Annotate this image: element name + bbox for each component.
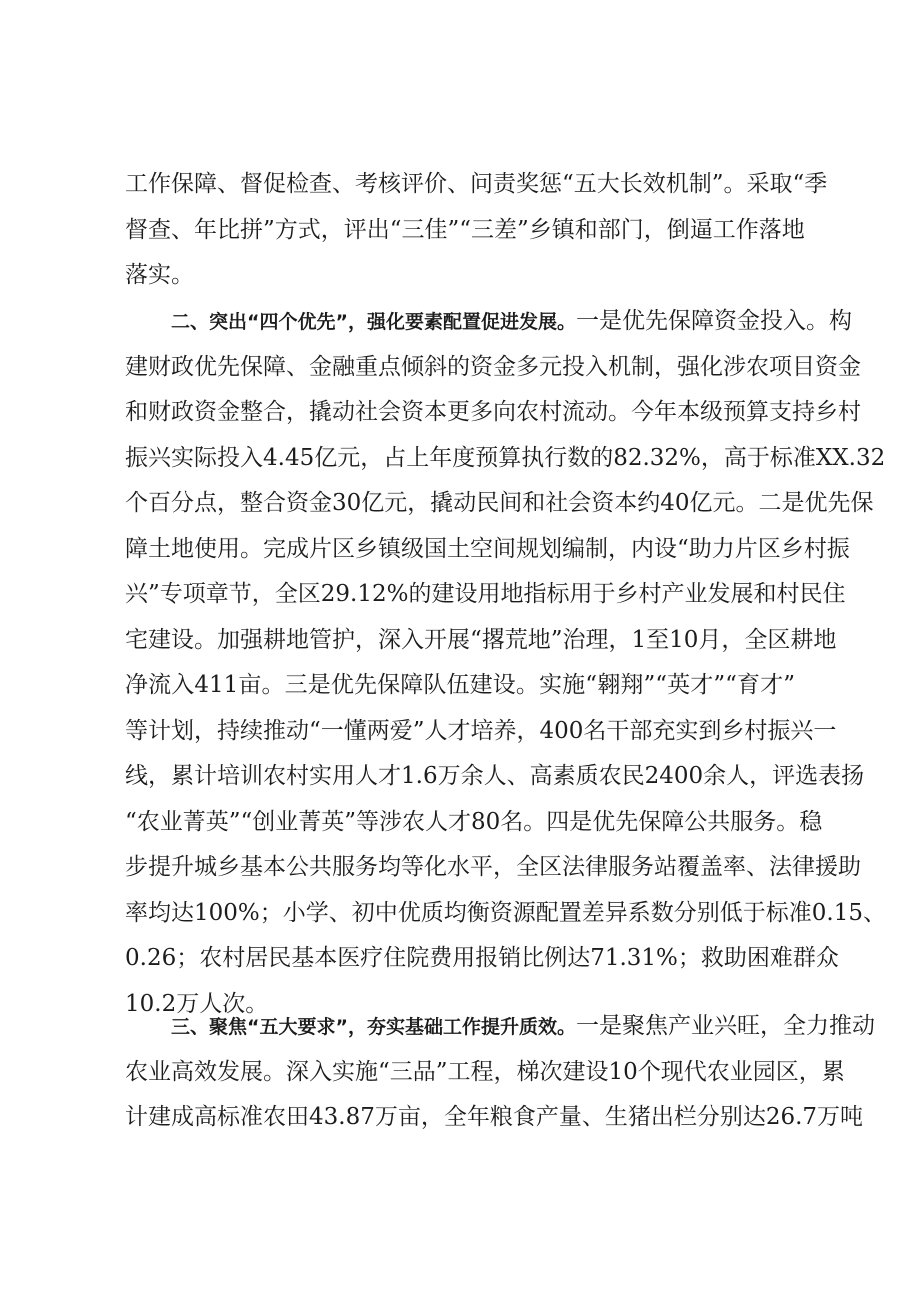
text-line: 振兴实际投入4.45亿元，占上年度预算执行数的82.32%，高于标准XX.32 [125,444,886,471]
text-line: 步提升城乡基本公共服务均等化水平，全区法律服务站覆盖率、法律援助 [125,854,861,880]
text-line: 督查、年比拼”方式，评出“三佳”“三差”乡镇和部门，倒逼工作落地 [125,216,805,243]
text-line: 10.2万人次。 [125,990,269,1017]
text-line: 率均达100%；小学、初中优质均衡资源配置差异系数分别低于标准0.15、 [125,899,886,926]
paragraph-3 [125,1004,875,1141]
text-line: 兴”专项章节，全区29.12%的建设用地指标用于乡村产业发展和村民住 [125,581,846,607]
text-line: 和财政资金整合，撬动社会资本更多向农村流动。今年本级预算支持乡村 [125,399,861,425]
text-line: 障土地使用。完成片区乡镇级国土空间规划编制，内设“助力片区乡村振 [125,535,850,562]
text-run: 一是聚焦产业兴旺，全力推动 [575,1013,875,1039]
text-line: 线，累计培训农村实用人才1.6万余人、高素质农民2400余人，评选表扬 [125,763,865,789]
text-line: 净流入411亩。三是优先保障队伍建设。实施“翱翔”“英才”“育才” [125,672,795,698]
text-line: 等计划，持续推动“一懂两爱”人才培养，400名干部充实到乡村振兴一 [125,717,837,744]
text-line: 0.26；农村居民基本医疗住院费用报销比例达71.31%；救助困难群众 [125,945,839,971]
section-heading: 三、聚焦“五大要求”，夯实基础工作提升质效。 [171,1016,576,1038]
text-line: 工作保障、督促检查、考核评价、问责奖惩“五大长效机制”。采取“季 [125,171,828,197]
section-heading: 二、突出“四个优先”，强化要素配置促进发展。 [171,311,576,333]
text-line: 建财政优先保障、金融重点倾斜的资金多元投入机制，强化涉农项目资金 [125,353,861,380]
text-line: 宅建设。加强耕地管护，深入开展“撂荒地”治理，1至10月，全区耕地 [125,626,837,653]
text-run: 一是优先保障资金投入。构 [575,308,852,334]
text-line: 计建成高标准农田43.87万亩，全年粮食产量、生猪出栏分别达26.7万吨 [125,1104,864,1130]
text-line: 落实。 [125,262,194,288]
paragraph-1 [125,162,828,299]
text-line [125,1004,875,1050]
text-line: 个百分点，整合资金30亿元，撬动民间和社会资本约40亿元。二是优先保 [125,490,874,516]
text-line: “农业菁英”“创业菁英”等涉农人才80名。四是优先保障公共服务。稳 [125,808,823,835]
text-line: 农业高效发展。深入实施“三品”工程，梯次建设10个现代农业园区，累 [125,1058,845,1085]
text-line [125,299,852,345]
